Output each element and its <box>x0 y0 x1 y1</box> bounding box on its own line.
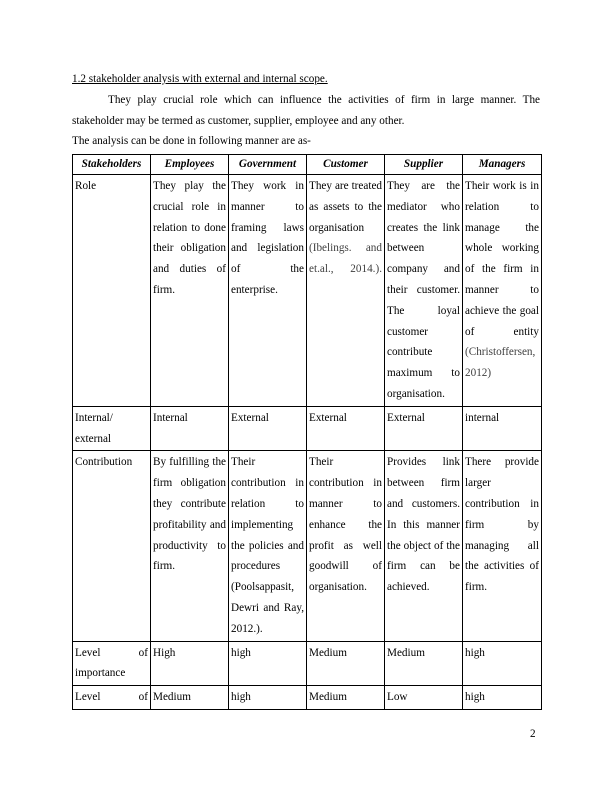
cell-importance-government: high <box>229 641 307 686</box>
cell-last-supplier: Low <box>385 686 463 710</box>
cell-scope-employees: Internal <box>151 406 229 451</box>
table-row-scope <box>73 406 542 451</box>
row-label-scope: Internal/ external <box>73 406 151 451</box>
cell-last-customer: Medium <box>307 686 385 710</box>
cell-contribution-managers: There provide larger contribution in firm by managing all the activities of firm. <box>463 451 542 641</box>
header-managers: Managers <box>463 155 542 175</box>
table-row-importance <box>73 641 542 686</box>
cell-scope-customer: External <box>307 406 385 451</box>
cell-role-managers <box>463 175 542 407</box>
cell-scope-supplier: External <box>385 406 463 451</box>
section-heading: 1.2 stakeholder analysis with external and internal scope. <box>72 73 328 85</box>
stakeholder-table <box>72 154 542 710</box>
customer-role-text: They are treated as assets to the organisation <box>309 180 382 234</box>
cell-contribution-employees: By fulfilling the firm obligation they contribute profitability and productivity to firm. <box>151 451 229 641</box>
row-label-role: Role <box>73 175 151 407</box>
table-row-last <box>73 686 542 710</box>
citation-christoffersen: (Christoffersen, 2012) <box>465 346 536 380</box>
cell-role-government: They work in manner to framing laws and legislation of the enterprise. <box>229 175 307 407</box>
header-customer: Customer <box>307 155 385 175</box>
page-number: 2 <box>530 728 536 740</box>
intro-paragraph: They play crucial role which can influence the activities of firm in large manner. The stakeholder may be termed as customer, supplier, employee and any other. <box>72 94 540 127</box>
cell-importance-managers: high <box>463 641 542 686</box>
cell-contribution-government: Their contribution in relation to implementing the policies and procedures (Poolsappasit, Dewri and Ray, 2012.). <box>229 451 307 641</box>
header-government: Government <box>229 155 307 175</box>
cell-contribution-supplier: Provides link between firm and customers. In this manner the object of the firm can be achieved. <box>385 451 463 641</box>
analysis-intro: The analysis can be done in following manner are as- <box>72 135 311 147</box>
table-row-role <box>73 175 542 407</box>
cell-role-supplier: They are the mediator who creates the link between company and their customer. The loyal customer contribute maximum to organisation. <box>385 175 463 407</box>
cell-last-employees: Medium <box>151 686 229 710</box>
table-header-row <box>73 155 542 175</box>
cell-role-employees: They play the crucial role in relation to done their obligation and duties of firm. <box>151 175 229 407</box>
citation-ibelings: (Ibelings. and et.al., 2014.). <box>309 242 382 276</box>
row-label-importance: Level of importance <box>73 641 151 686</box>
cell-importance-employees: High <box>151 641 229 686</box>
header-stakeholders: Stakeholders <box>73 155 151 175</box>
managers-role-text: Their work is in relation to manage the whole working of the firm in manner to achieve the goal of entity <box>465 180 539 338</box>
cell-last-managers: high <box>463 686 542 710</box>
header-employees: Employees <box>151 155 229 175</box>
cell-last-government: high <box>229 686 307 710</box>
cell-role-customer <box>307 175 385 407</box>
cell-scope-managers: internal <box>463 406 542 451</box>
cell-contribution-customer: Their contribution in manner to enhance the profit as well goodwill of organisation. <box>307 451 385 641</box>
header-supplier: Supplier <box>385 155 463 175</box>
row-label-contribution: Contribution <box>73 451 151 641</box>
row-label-last: Level of <box>73 686 151 710</box>
cell-scope-government: External <box>229 406 307 451</box>
cell-importance-customer: Medium <box>307 641 385 686</box>
cell-importance-supplier: Medium <box>385 641 463 686</box>
table-row-contribution <box>73 451 542 641</box>
